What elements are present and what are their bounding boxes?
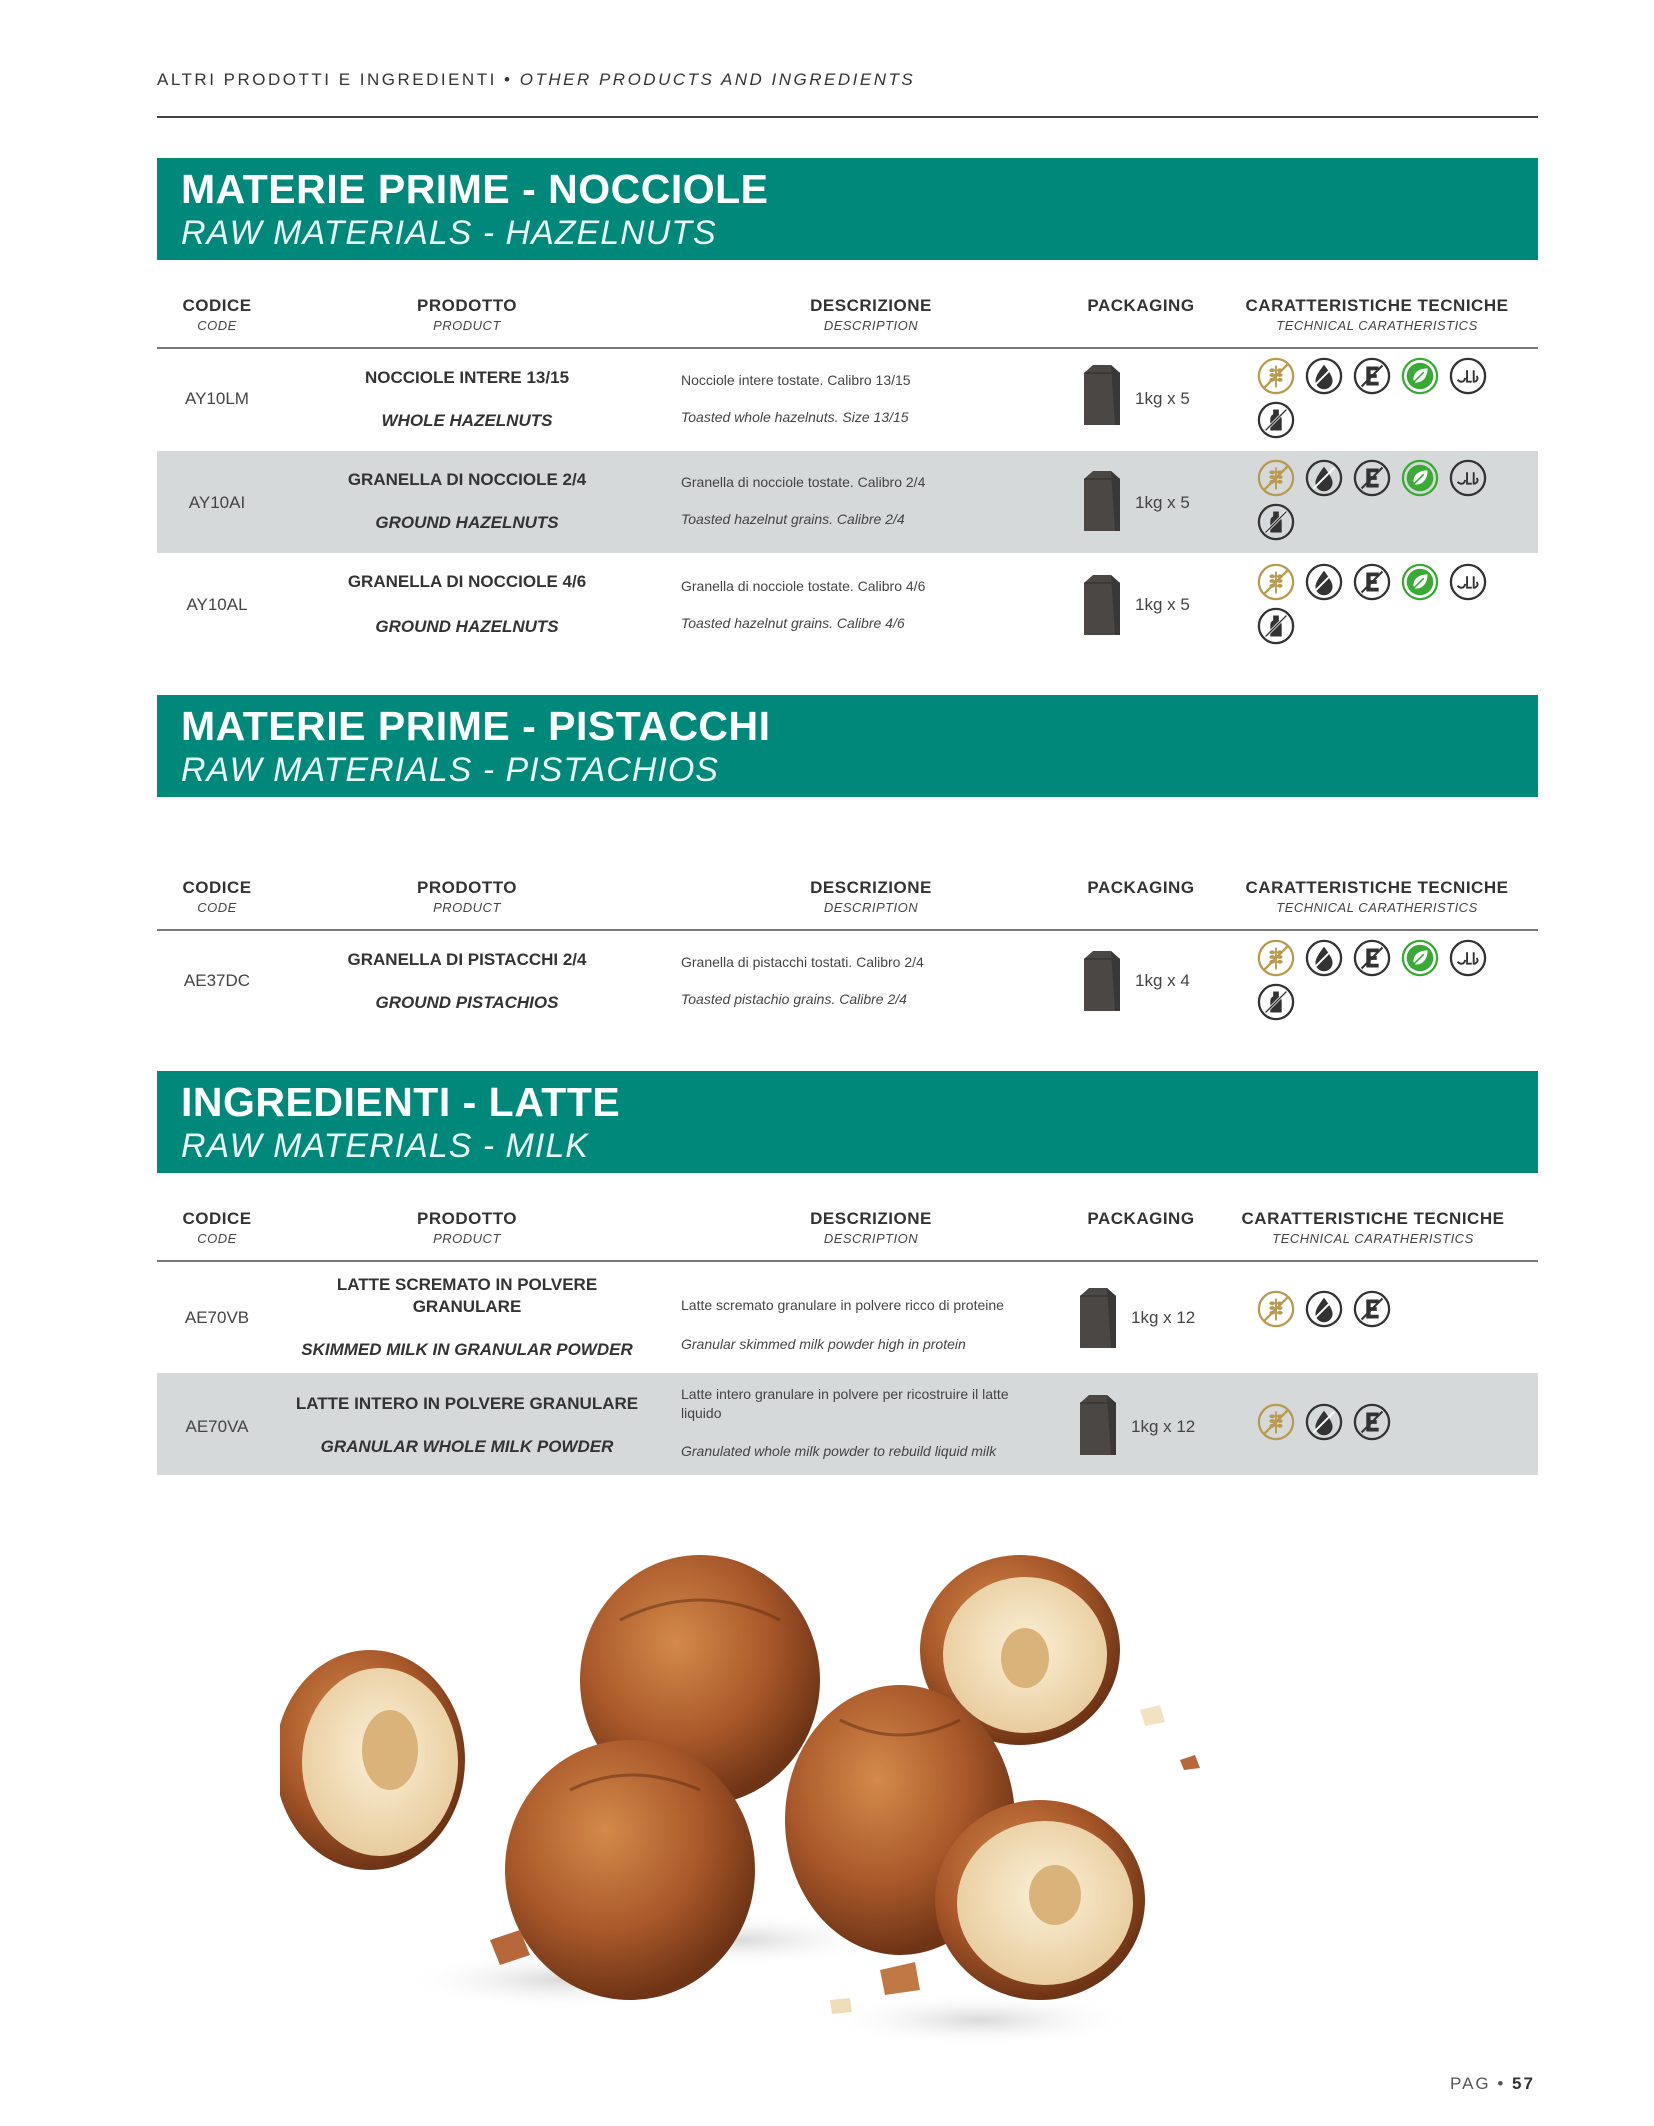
col-description-en: DESCRIPTION <box>823 318 919 333</box>
col-features <box>1227 878 1527 915</box>
description-en: Granular skimmed milk powder high in protein <box>681 1336 966 1352</box>
product-code: AE70VB <box>184 1308 250 1327</box>
vegan-icon <box>1401 357 1439 395</box>
col-description-it: DESCRIZIONE <box>810 296 932 315</box>
packaging-qty: 1kg x 5 <box>1135 389 1190 408</box>
product-name-it: GRANELLA DI NOCCIOLE 4/6 <box>347 572 587 591</box>
product-name-it: GRANELLA DI NOCCIOLE 2/4 <box>347 470 587 489</box>
col-features-it: CARATTERISTICHE TECNICHE <box>1245 296 1509 315</box>
col-code-it: CODICE <box>182 878 252 897</box>
section-band-pistachios <box>157 695 1538 797</box>
header-rule <box>157 116 1538 118</box>
product-name-en: GRANULAR WHOLE MILK POWDER <box>320 1437 614 1456</box>
product-name-it: NOCCIOLE INTERE 13/15 <box>364 368 570 387</box>
col-packaging-it: PACKAGING <box>1087 296 1195 315</box>
no-additives-icon <box>1353 357 1391 395</box>
product-code: AY10AL <box>186 595 248 614</box>
col-description <box>681 296 1061 333</box>
page-number <box>1450 2074 1535 2094</box>
bag-icon <box>1081 949 1123 1013</box>
product-name-it: LATTE SCREMATO IN POLVERE GRANULARE <box>336 1275 598 1316</box>
description-it: Latte intero granulare in polvere per ricostruire il latte liquido <box>681 1386 1009 1421</box>
col-features-en: TECHNICAL CARATHERISTICS <box>1272 1231 1474 1246</box>
palm-oil-free-icon <box>1305 459 1343 497</box>
description-it: Latte scremato granulare in polvere ricco di proteine <box>681 1297 1004 1313</box>
col-code-it: CODICE <box>182 296 252 315</box>
section-band-milk <box>157 1071 1538 1173</box>
packaging-qty: 1kg x 12 <box>1131 1308 1196 1327</box>
palm-oil-free-icon <box>1305 1403 1343 1441</box>
col-code <box>157 878 277 915</box>
table-row <box>157 349 1538 451</box>
product-code: AY10LM <box>185 389 249 408</box>
gluten-free-icon <box>1257 459 1295 497</box>
section-title: MATERIE PRIME - NOCCIOLE <box>181 166 769 212</box>
description-en: Toasted whole hazelnuts. Size 13/15 <box>681 409 909 425</box>
section-subtitle: RAW MATERIALS - MILK <box>181 1127 589 1165</box>
col-description-it: DESCRIZIONE <box>810 1209 932 1228</box>
col-code-en: CODE <box>197 318 237 333</box>
col-packaging-it: PACKAGING <box>1087 1209 1195 1228</box>
no-additives-icon <box>1353 1290 1391 1328</box>
packaging-qty: 1kg x 5 <box>1135 595 1190 614</box>
col-product <box>287 1209 647 1246</box>
product-name-it: LATTE INTERO IN POLVERE GRANULARE <box>295 1394 639 1413</box>
section-band-hazelnuts <box>157 158 1538 260</box>
description-it: Granella di pistacchi tostati. Calibro 2/4 <box>681 954 924 970</box>
col-description-it: DESCRIZIONE <box>810 878 932 897</box>
halal-icon <box>1449 563 1487 601</box>
page-sep: • <box>1490 2074 1513 2093</box>
gluten-free-icon <box>1257 357 1295 395</box>
col-features-it: CARATTERISTICHE TECNICHE <box>1241 1209 1505 1228</box>
col-product-en: PRODUCT <box>433 318 501 333</box>
description-it: Granella di nocciole tostate. Calibro 2/4 <box>681 474 926 490</box>
bag-icon <box>1081 363 1123 427</box>
bag-icon <box>1081 573 1123 637</box>
table-row <box>157 1373 1538 1475</box>
description-it: Granella di nocciole tostate. Calibro 4/6 <box>681 578 926 594</box>
packaging-qty: 1kg x 5 <box>1135 493 1190 512</box>
col-product-en: PRODUCT <box>433 1231 501 1246</box>
section-title: INGREDIENTI - LATTE <box>181 1079 621 1125</box>
vegan-icon <box>1401 459 1439 497</box>
col-product-it: PRODOTTO <box>416 878 518 897</box>
col-code <box>157 296 277 333</box>
no-additives-icon <box>1353 1403 1391 1441</box>
product-name-en: GROUND HAZELNUTS <box>375 617 559 636</box>
bag-icon <box>1077 1286 1119 1350</box>
gluten-free-icon <box>1257 563 1295 601</box>
col-description <box>681 1209 1061 1246</box>
vegan-icon <box>1401 939 1439 977</box>
palm-oil-free-icon <box>1305 563 1343 601</box>
no-additives-icon <box>1353 939 1391 977</box>
halal-icon <box>1449 459 1487 497</box>
bag-icon <box>1077 1393 1119 1457</box>
palm-oil-free-icon <box>1305 357 1343 395</box>
gluten-free-icon <box>1257 1290 1295 1328</box>
col-packaging-it: PACKAGING <box>1087 878 1195 897</box>
feature-icons <box>1257 1290 1527 1334</box>
page-number-value: 57 <box>1512 2074 1535 2093</box>
gluten-free-icon <box>1257 1403 1295 1441</box>
col-description-en: DESCRIPTION <box>823 900 919 915</box>
table-row <box>157 451 1538 553</box>
section-subtitle: RAW MATERIALS - PISTACHIOS <box>181 751 719 789</box>
col-code-en: CODE <box>197 900 237 915</box>
description-en: Toasted hazelnut grains. Calibre 4/6 <box>681 615 905 631</box>
col-product <box>287 878 647 915</box>
col-packaging <box>1061 878 1221 898</box>
feature-icons <box>1257 563 1527 651</box>
col-product <box>287 296 647 333</box>
col-code <box>157 1209 277 1246</box>
col-features <box>1223 1209 1523 1246</box>
table-row <box>157 1262 1538 1372</box>
description-en: Toasted pistachio grains. Calibre 2/4 <box>681 991 907 1007</box>
table-row <box>157 553 1538 655</box>
col-features-en: TECHNICAL CARATHERISTICS <box>1276 318 1478 333</box>
halal-icon <box>1449 939 1487 977</box>
alcohol-free-icon <box>1257 607 1295 645</box>
page-label: PAG <box>1450 2074 1491 2093</box>
col-code-en: CODE <box>197 1231 237 1246</box>
vegan-icon <box>1401 563 1439 601</box>
packaging-qty: 1kg x 12 <box>1131 1417 1196 1436</box>
feature-icons <box>1257 357 1527 445</box>
halal-icon <box>1449 357 1487 395</box>
product-code: AY10AI <box>188 493 246 512</box>
col-description <box>681 878 1061 915</box>
col-product-en: PRODUCT <box>433 900 501 915</box>
col-packaging <box>1061 1209 1221 1229</box>
palm-oil-free-icon <box>1305 939 1343 977</box>
col-code-it: CODICE <box>182 1209 252 1228</box>
col-product-it: PRODOTTO <box>416 1209 518 1228</box>
col-features-en: TECHNICAL CARATHERISTICS <box>1276 900 1478 915</box>
product-name-en: GROUND HAZELNUTS <box>375 513 559 532</box>
product-name-en: GROUND PISTACHIOS <box>375 993 559 1012</box>
alcohol-free-icon <box>1257 983 1295 1021</box>
gluten-free-icon <box>1257 939 1295 977</box>
section-title: MATERIE PRIME - PISTACCHI <box>181 703 771 749</box>
product-name-en: WHOLE HAZELNUTS <box>381 411 553 430</box>
col-product-it: PRODOTTO <box>416 296 518 315</box>
alcohol-free-icon <box>1257 503 1295 541</box>
hazelnuts-photo <box>280 1500 1320 2060</box>
table-row <box>157 931 1538 1033</box>
feature-icons <box>1257 459 1527 547</box>
product-name-it: GRANELLA DI PISTACCHI 2/4 <box>347 950 587 969</box>
col-packaging <box>1061 296 1221 316</box>
col-features <box>1227 296 1527 333</box>
header-sep: • <box>496 70 520 89</box>
section-subtitle: RAW MATERIALS - HAZELNUTS <box>181 214 717 252</box>
packaging-qty: 1kg x 4 <box>1135 971 1190 990</box>
no-additives-icon <box>1353 459 1391 497</box>
header-en: OTHER PRODUCTS AND INGREDIENTS <box>519 70 916 89</box>
alcohol-free-icon <box>1257 401 1295 439</box>
palm-oil-free-icon <box>1305 1290 1343 1328</box>
feature-icons <box>1257 939 1527 1027</box>
feature-icons <box>1257 1403 1527 1447</box>
description-it: Nocciole intere tostate. Calibro 13/15 <box>681 372 911 388</box>
bag-icon <box>1081 469 1123 533</box>
description-en: Toasted hazelnut grains. Calibre 2/4 <box>681 511 905 527</box>
col-description-en: DESCRIPTION <box>823 1231 919 1246</box>
no-additives-icon <box>1353 563 1391 601</box>
description-en: Granulated whole milk powder to rebuild liquid milk <box>681 1443 997 1459</box>
product-name-en: SKIMMED MILK IN GRANULAR POWDER <box>301 1340 633 1359</box>
page-header <box>157 70 915 90</box>
product-code: AE37DC <box>183 971 251 990</box>
header-it: ALTRI PRODOTTI E INGREDIENTI <box>157 70 497 89</box>
col-features-it: CARATTERISTICHE TECNICHE <box>1245 878 1509 897</box>
product-code: AE70VA <box>185 1417 249 1436</box>
